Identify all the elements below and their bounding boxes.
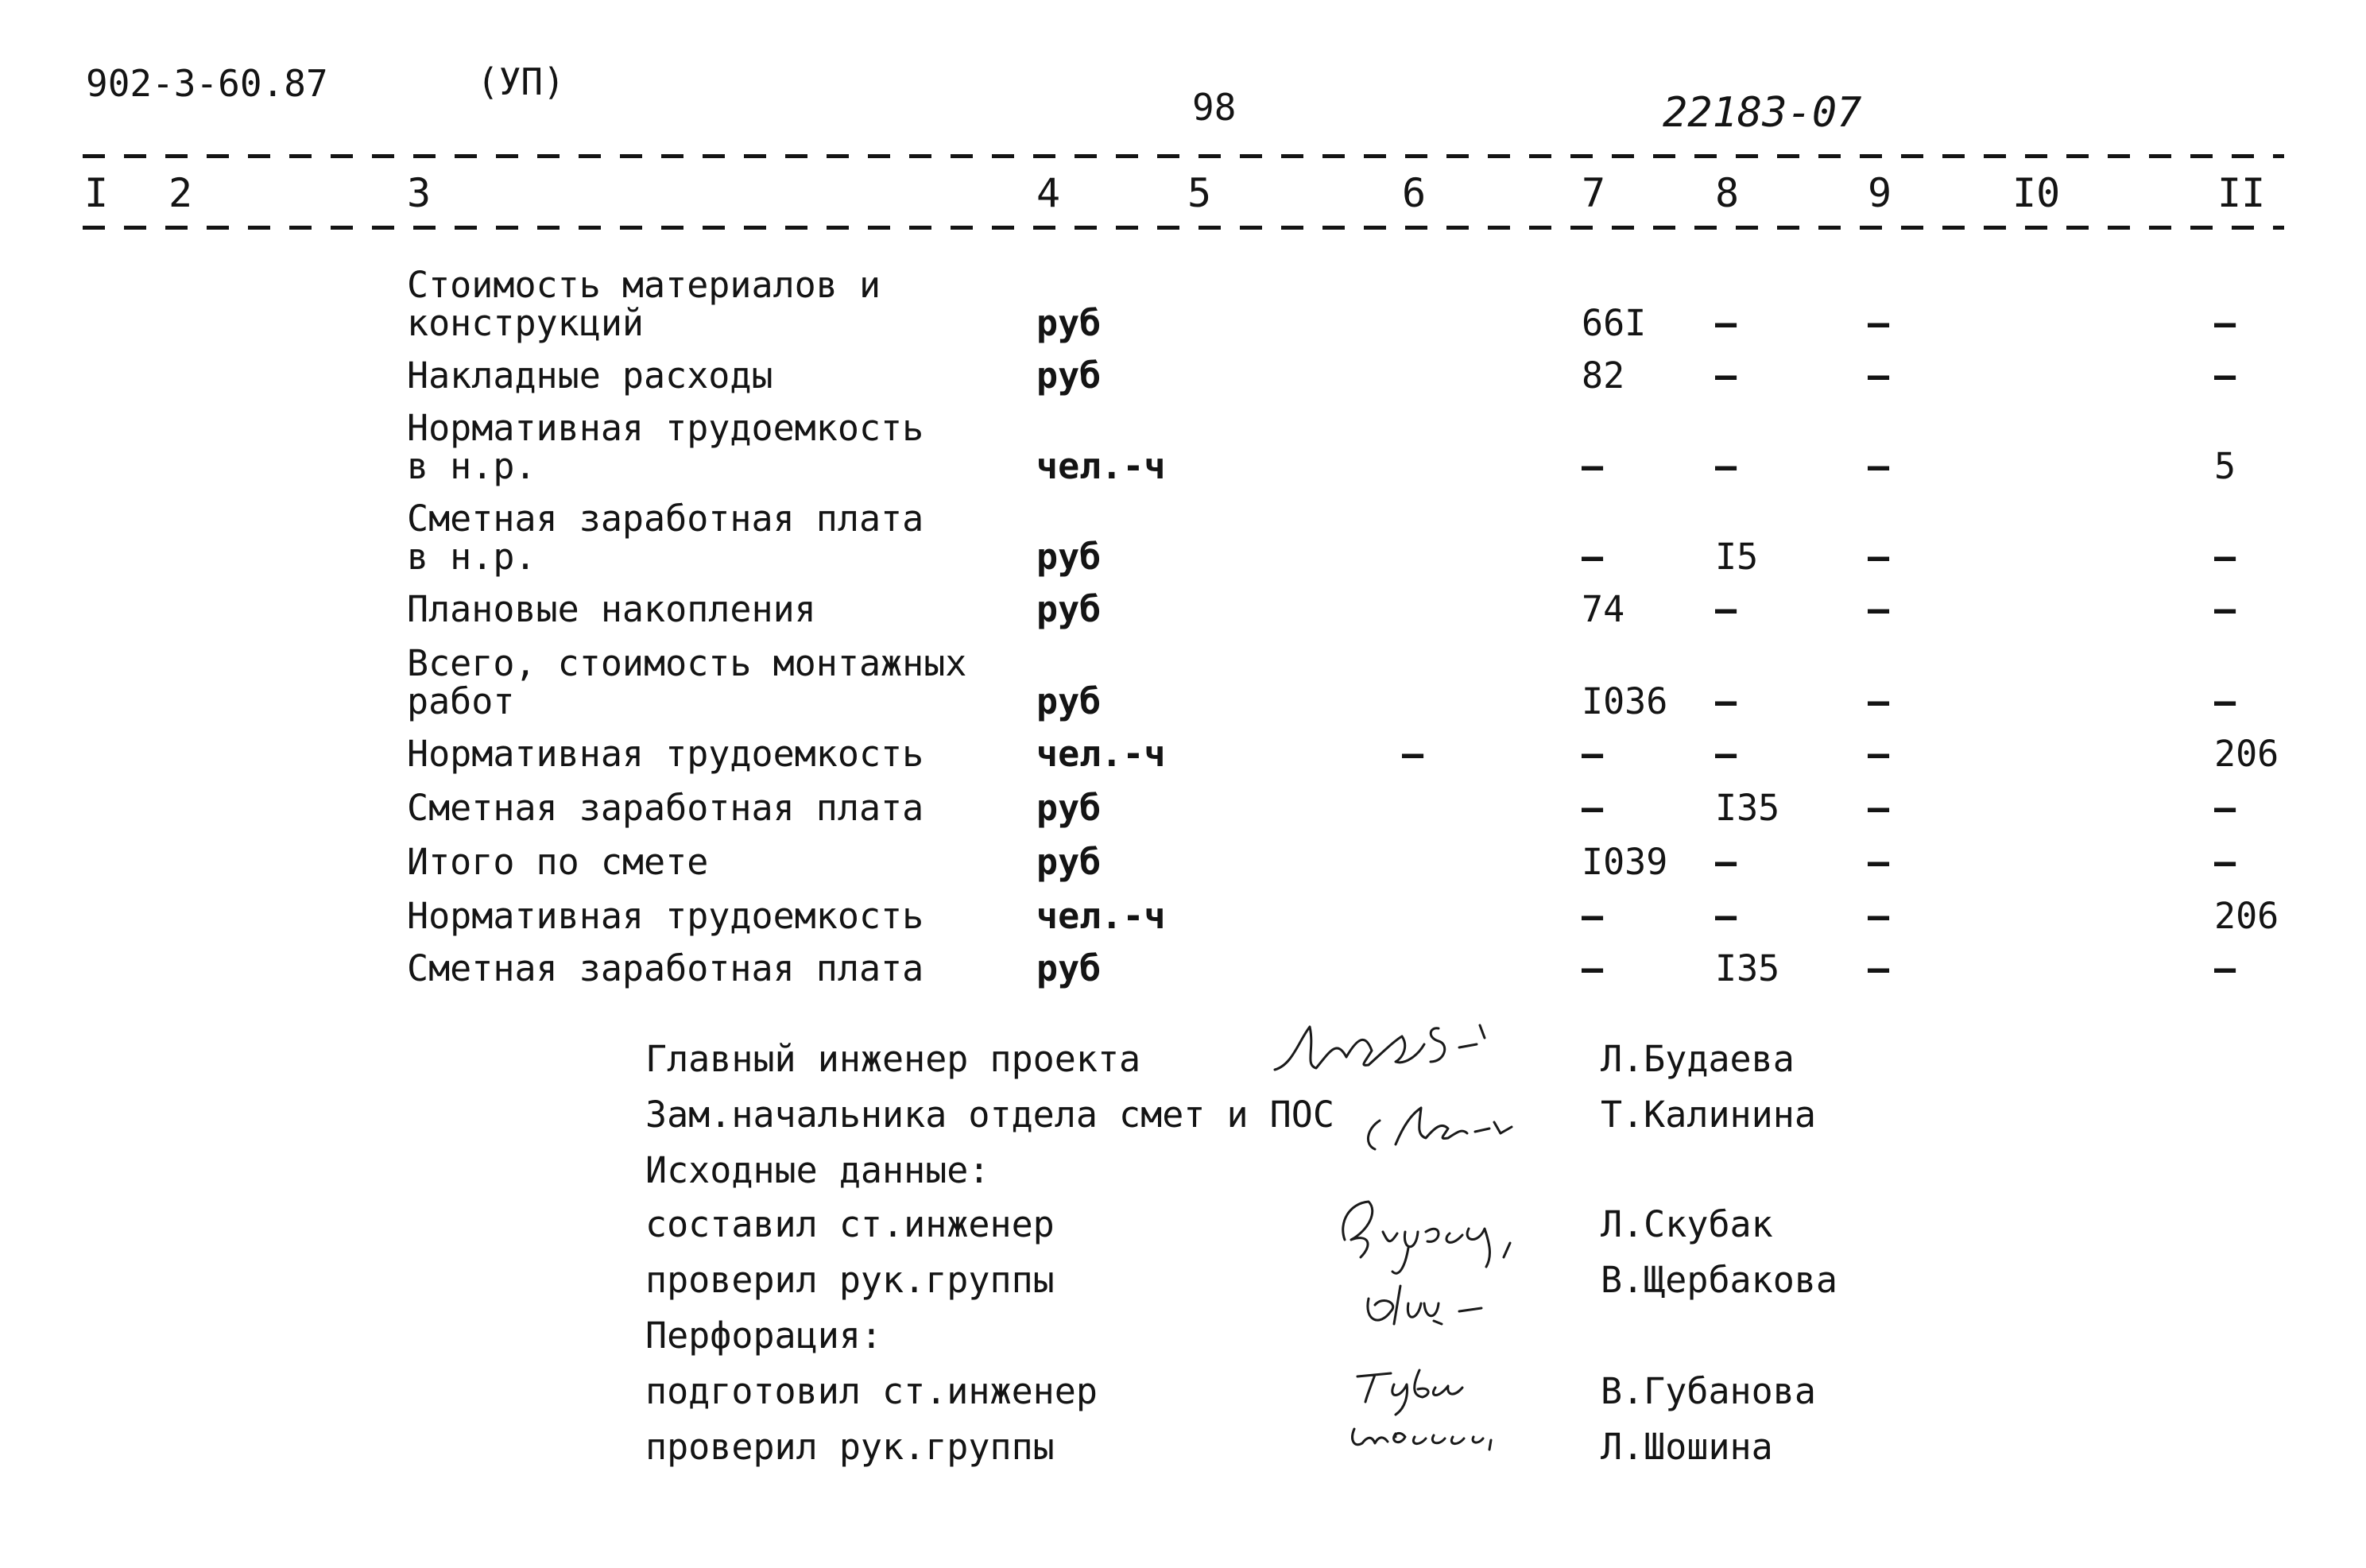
- row-unit: руб: [1036, 354, 1102, 397]
- row-col9: –: [1868, 947, 1890, 989]
- chief-engineer-role: Главный инженер проекта: [645, 1038, 1141, 1080]
- row-col11: –: [2214, 947, 2236, 989]
- column-header-11: II: [2217, 170, 2266, 216]
- prepared-name: В.Губанова: [1601, 1370, 1816, 1412]
- row-col9: –: [1868, 354, 1890, 397]
- row-col11: –: [2214, 787, 2236, 829]
- column-header-7: 7: [1582, 170, 1606, 216]
- row-col7: I039: [1582, 841, 1668, 883]
- signature-preparer: [1343, 1364, 1526, 1475]
- row-col8: –: [1715, 841, 1737, 883]
- column-header-5: 5: [1187, 170, 1212, 216]
- row-col11: –: [2214, 588, 2236, 630]
- row-col9: –: [1868, 588, 1890, 630]
- checked-role-1: проверил рук.группы: [645, 1259, 1055, 1301]
- row-unit: руб: [1036, 680, 1102, 722]
- signature-deputy-head: [1356, 1097, 1531, 1160]
- sheet-code: 22183-07: [1663, 89, 1862, 137]
- row-unit: руб: [1036, 947, 1102, 989]
- row-col7: –: [1582, 895, 1604, 937]
- compiled-role: составил ст.инженер: [645, 1203, 1055, 1245]
- row-col11: –: [2214, 841, 2236, 883]
- column-header-4: 4: [1036, 170, 1061, 216]
- row-col9: –: [1868, 536, 1890, 578]
- row-unit: чел.-ч: [1036, 895, 1166, 937]
- row-col7: 66I: [1582, 302, 1647, 344]
- row-col11: –: [2214, 680, 2236, 722]
- row-col9: –: [1868, 302, 1890, 344]
- row-name-line1: Накладные расходы: [407, 354, 773, 397]
- row-name-line2: конструкций: [407, 302, 645, 344]
- row-col7: –: [1582, 733, 1604, 775]
- row-name-line1: Сметная заработная плата: [407, 787, 924, 829]
- row-unit: руб: [1036, 841, 1102, 883]
- row-col8: I35: [1715, 947, 1780, 989]
- row-col7: –: [1582, 787, 1604, 829]
- row-name-line1: Стоимость материалов и: [407, 264, 881, 306]
- header-bottom-rule: [83, 226, 2284, 230]
- row-col11: 5: [2214, 445, 2236, 487]
- row-unit: чел.-ч: [1036, 445, 1166, 487]
- row-col7: 82: [1582, 354, 1625, 397]
- row-col6: –: [1402, 733, 1424, 775]
- perforation-heading: Перфорация:: [645, 1314, 883, 1357]
- row-col8: –: [1715, 895, 1737, 937]
- row-col7: 74: [1582, 588, 1625, 630]
- row-col8: –: [1715, 733, 1737, 775]
- row-col9: –: [1868, 787, 1890, 829]
- row-col9: –: [1868, 445, 1890, 487]
- document-mark: (УП): [477, 60, 565, 103]
- checked-role-2: проверил рук.группы: [645, 1426, 1055, 1468]
- row-col8: –: [1715, 354, 1737, 397]
- row-name-line2: работ: [407, 680, 515, 722]
- row-unit: руб: [1036, 302, 1102, 344]
- row-col9: –: [1868, 841, 1890, 883]
- row-col8: I35: [1715, 787, 1780, 829]
- row-col9: –: [1868, 680, 1890, 722]
- column-header-3: 3: [407, 170, 432, 216]
- checked-name-2: Л.Шошина: [1601, 1426, 1773, 1468]
- row-name-line1: Нормативная трудоемкость: [407, 895, 924, 937]
- document-code: 902-3-60.87: [86, 62, 328, 105]
- header-top-rule: [83, 154, 2284, 158]
- prepared-role: подготовил ст.инженер: [645, 1370, 1098, 1412]
- deputy-head-role: Зам.начальника отдела смет и ПОС: [645, 1094, 1334, 1136]
- row-col7: I036: [1582, 680, 1668, 722]
- source-data-heading: Исходные данные:: [645, 1149, 990, 1191]
- column-header-8: 8: [1715, 170, 1740, 216]
- column-header-2: 2: [168, 170, 193, 216]
- row-name-line1: Нормативная трудоемкость: [407, 733, 924, 775]
- row-col8: –: [1715, 302, 1737, 344]
- row-col9: –: [1868, 895, 1890, 937]
- row-name-line1: Сметная заработная плата: [407, 498, 924, 540]
- row-col11: –: [2214, 354, 2236, 397]
- checked-name-1: В.Щербакова: [1601, 1259, 1838, 1301]
- row-unit: руб: [1036, 787, 1102, 829]
- chief-engineer-name: Л.Будаева: [1601, 1038, 1795, 1080]
- row-col7: –: [1582, 947, 1604, 989]
- signature-compiler: [1322, 1184, 1553, 1335]
- row-col7: –: [1582, 445, 1604, 487]
- column-header-9: 9: [1868, 170, 1892, 216]
- row-name-line1: Итого по смете: [407, 841, 709, 883]
- compiled-name: Л.Скубак: [1601, 1203, 1773, 1245]
- row-col11: 206: [2214, 733, 2279, 775]
- column-header-10: I0: [2012, 170, 2061, 216]
- row-col11: 206: [2214, 895, 2279, 937]
- row-col9: –: [1868, 733, 1890, 775]
- page-number: 98: [1192, 86, 1237, 129]
- row-col11: –: [2214, 302, 2236, 344]
- row-unit: руб: [1036, 536, 1102, 578]
- row-unit: руб: [1036, 588, 1102, 630]
- row-col8: I5: [1715, 536, 1759, 578]
- row-col8: –: [1715, 445, 1737, 487]
- row-col11: –: [2214, 536, 2236, 578]
- row-name-line2: в н.р.: [407, 536, 536, 578]
- row-name-line1: Нормативная трудоемкость: [407, 407, 924, 449]
- row-col7: –: [1582, 536, 1604, 578]
- row-col8: –: [1715, 680, 1737, 722]
- signature-chief-engineer: [1268, 1009, 1507, 1089]
- column-header-1: I: [84, 170, 109, 216]
- column-header-6: 6: [1402, 170, 1427, 216]
- row-name-line1: Плановые накопления: [407, 588, 816, 630]
- row-col8: –: [1715, 588, 1737, 630]
- row-name-line1: Сметная заработная плата: [407, 947, 924, 989]
- row-name-line2: в н.р.: [407, 445, 536, 487]
- deputy-head-name: Т.Калинина: [1601, 1094, 1816, 1136]
- row-name-line1: Всего, стоимость монтажных: [407, 642, 967, 684]
- row-unit: чел.-ч: [1036, 733, 1166, 775]
